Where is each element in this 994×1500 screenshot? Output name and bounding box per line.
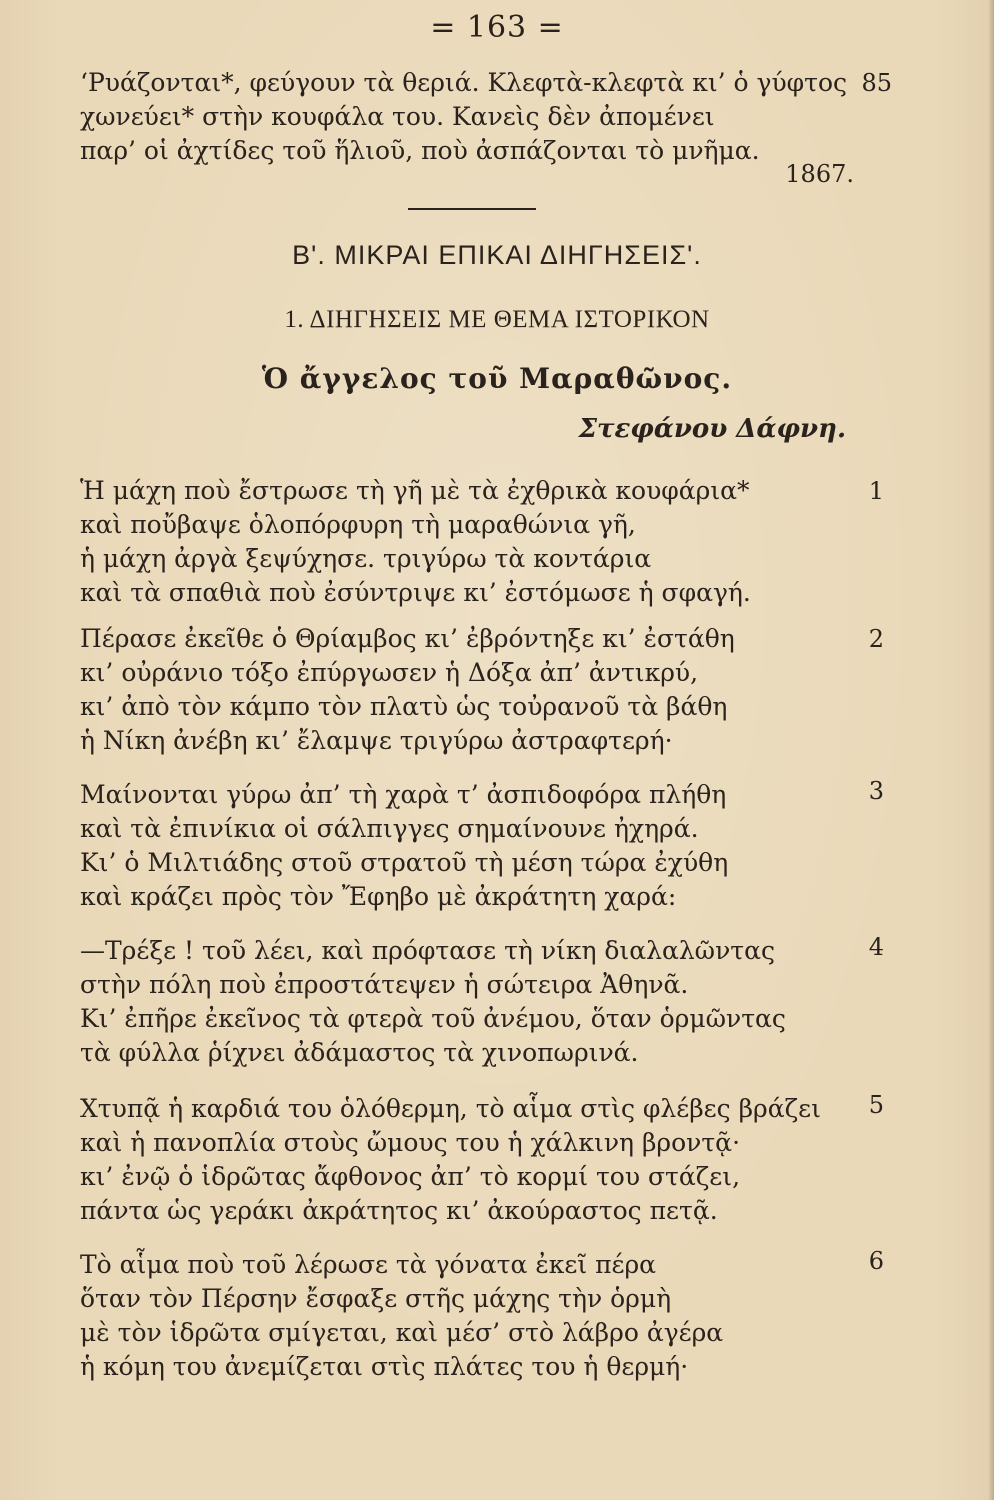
preceding-line-2: χωνεύει* στὴν κουφάλα του. Κανεὶς δὲν ἀπομένει	[80, 102, 715, 131]
stanza-5-line-4: πάντα ὡς γεράκι ἀκράτητος κι’ ἀκούραστος πετᾷ.	[80, 1196, 718, 1225]
stanza-6-line-3: μὲ τὸν ἱδρῶτα σμίγεται, καὶ μέσ’ στὸ λάβρο ἀγέρα	[80, 1318, 724, 1347]
stanza-6-line-1: Τὸ αἷμα ποὺ τοῦ λέρωσε τὰ γόνατα ἐκεῖ πέρα	[80, 1250, 657, 1279]
poem-title: Ὁ ἄγγελος τοῦ Μαραθῶνος.	[261, 362, 733, 395]
stanza-number: 2	[868, 625, 884, 653]
stanza-number: 4	[868, 933, 884, 961]
stanza-2-line-3: κι’ ἀπὸ τὸν κάμπο τὸν πλατὺ ὡς τοὐρανοῦ τὰ βάθη	[80, 692, 728, 721]
stanza-3-line-2: καὶ τὰ ἐπινίκια οἱ σάλπιγγες σημαίνουνε ἠχηρά.	[80, 814, 699, 843]
stanza-6-line-4: ἡ κόμη του ἀνεμίζεται στὶς πλάτες του ἡ θερμή·	[80, 1352, 689, 1381]
stanza-number: 3	[868, 777, 884, 805]
stanza-4-line-3: Κι’ ἐπῆρε ἐκεῖνος τὰ φτερὰ τοῦ ἀνέμου, ὅταν ὁρμῶντας	[80, 1004, 786, 1033]
poem-author: Στεφάνου Δάφνη.	[578, 414, 846, 444]
stanza-1-line-4: καὶ τὰ σπαθιὰ ποὺ ἐσύντριψε κι’ ἐστόμωσε ἡ σφαγή.	[80, 578, 751, 607]
stanza-6-line-2: ὅταν τὸν Πέρσην ἔσφαξε στῆς μάχης τὴν ὁρμὴ	[80, 1284, 672, 1313]
preceding-line-3: παρ’ οἱ ἀχτίδες τοῦ ἥλιοῦ, ποὺ ἀσπάζονται τὸ μνῆμα.	[80, 136, 760, 165]
stanza-2-line-1: Πέρασε ἐκεῖθε ὁ Θρίαμβος κι’ ἐβρόντηξε κι’ ἐστάθη	[80, 624, 735, 653]
subsection-title: 1. ΔΙΗΓΗΣΕΙΣ ΜΕ ΘΕΜΑ ΙΣΤΟΡΙΚΟΝ	[284, 306, 710, 333]
divider-rule	[408, 208, 536, 210]
stanza-4-line-4: τὰ φύλλα ῥίχνει ἀδάμαστος τὰ χινοπωρινά.	[80, 1038, 639, 1067]
stanza-3-line-3: Κι’ ὁ Μιλτιάδης στοῦ στρατοῦ τὴ μέση τώρα ἐχύθη	[80, 848, 729, 877]
page-number: = 163 =	[430, 10, 564, 45]
stanza-5-line-1: Χτυπᾷ ἡ καρδιά του ὁλόθερμη, τὸ αἷμα στὶς φλέβες βράζει	[80, 1094, 821, 1123]
preceding-line-number: 85	[861, 69, 892, 97]
stanza-5-line-2: καὶ ἡ πανοπλία στοὺς ὤμους του ἡ χάλκινη βροντᾷ·	[80, 1128, 741, 1157]
stanza-1-line-1: Ἡ μάχη ποὺ ἔστρωσε τὴ γῆ μὲ τὰ ἐχθρικὰ κουφάρια*	[80, 476, 750, 505]
year: 1867.	[785, 160, 854, 188]
page-edge-shadow	[988, 0, 994, 1500]
stanza-1-line-3: ἡ μάχη ἀργὰ ξεψύχησε. τριγύρω τὰ κοντάρια	[80, 544, 652, 573]
stanza-5-line-3: κι’ ἐνῷ ὁ ἱδρῶτας ἄφθονος ἀπ’ τὸ κορμί του στάζει,	[80, 1162, 741, 1191]
stanza-2-line-4: ἡ Νίκη ἀνέβη κι’ ἔλαμψε τριγύρω ἀστραφτερή·	[80, 726, 673, 755]
stanza-4-line-1: —Τρέξε ! τοῦ λέει, καὶ πρόφτασε τὴ νίκη διαλαλῶντας	[80, 936, 775, 965]
stanza-number: 5	[868, 1091, 884, 1119]
stanza-3-line-1: Μαίνονται γύρω ἀπ’ τὴ χαρὰ τ’ ἀσπιδοφόρα πλήθη	[80, 780, 727, 809]
stanza-3-line-4: καὶ κράζει πρὸς τὸν Ἔφηβο μὲ ἀκράτητη χαρά:	[80, 882, 677, 911]
preceding-line-1: ‘Ρυάζονται*, φεύγουν τὰ θεριά. Κλεφτὰ-κλεφτὰ κι’ ὁ γύφτος	[80, 68, 848, 97]
section-title: Β'. ΜΙΚΡΑΙ ΕΠΙΚΑΙ ΔΙΗΓΗΣΕΙΣ'.	[292, 240, 702, 270]
stanza-number: 6	[868, 1247, 884, 1275]
stanza-4-line-2: στὴν πόλη ποὺ ἐπροστάτεψεν ἡ σώτειρα Ἀθηνᾶ.	[80, 970, 689, 999]
stanza-number: 1	[868, 477, 884, 505]
stanza-2-line-2: κι’ οὐράνιο τόξο ἐπύργωσεν ἡ Δόξα ἀπ’ ἀντικρύ,	[80, 658, 699, 687]
stanza-1-line-2: καὶ ποὔβαψε ὁλοπόρφυρη τὴ μαραθώνια γῆ,	[80, 510, 636, 539]
